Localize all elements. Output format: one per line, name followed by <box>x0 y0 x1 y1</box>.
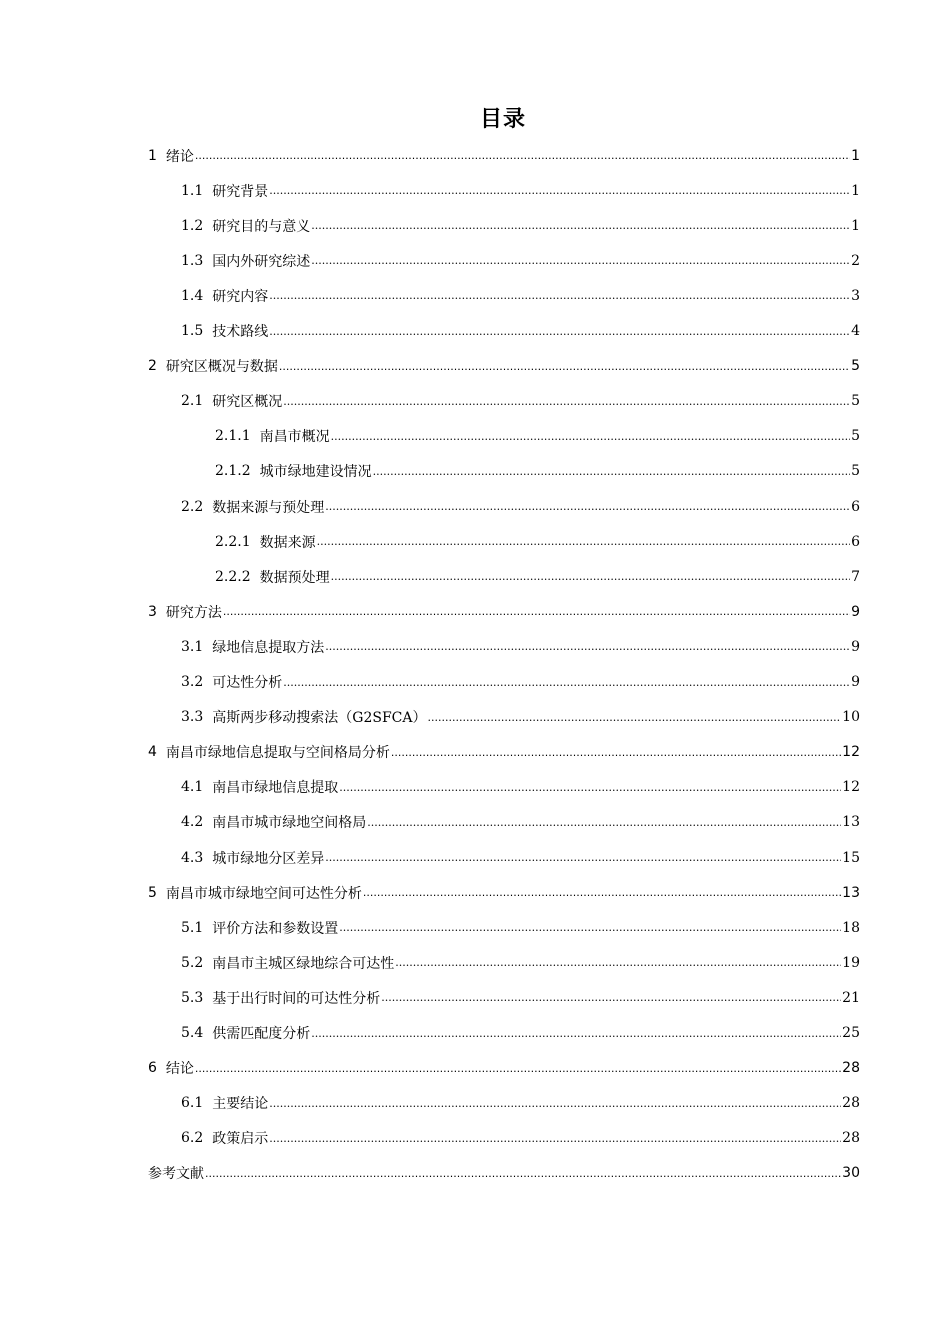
toc-leader-dots <box>269 184 850 197</box>
toc-entry[interactable] <box>181 278 860 313</box>
toc-leader-dots <box>269 325 850 338</box>
toc-entry-label: 研究背景 <box>212 183 269 200</box>
toc-entry-page: 7 <box>851 568 860 585</box>
toc-entry-label: 技术路线 <box>212 324 269 340</box>
toc-entry-label: 研究目的与意义 <box>212 218 311 235</box>
toc-entry[interactable] <box>148 594 860 629</box>
toc-entry-label: 国内外研究综述 <box>212 253 311 270</box>
toc-entry-label: 南昌市绿地信息提取与空间格局分析 <box>165 745 390 762</box>
toc-leader-dots <box>205 1167 841 1180</box>
toc-entry-number: 6.2 <box>181 1130 204 1147</box>
toc-entry-page: 13 <box>842 814 860 831</box>
toc-entry-number: 2.2.2 <box>215 568 251 585</box>
toc-entry-page: 9 <box>851 638 860 655</box>
toc-leader-dots <box>311 254 850 267</box>
toc-entry-page: 28 <box>842 1095 860 1112</box>
toc-leader-dots <box>363 886 841 899</box>
toc-entry[interactable] <box>148 138 860 173</box>
toc-entry[interactable] <box>181 173 860 208</box>
toc-entry[interactable] <box>181 629 860 664</box>
toc-entry[interactable] <box>181 1121 860 1156</box>
toc-entry-page: 18 <box>842 919 860 936</box>
toc-entry-label: 基于出行时间的可达性分析 <box>212 990 381 1007</box>
toc-entry[interactable] <box>181 1086 860 1121</box>
toc-entry-number: 4.2 <box>181 814 204 831</box>
toc-entry-page: 25 <box>842 1025 860 1041</box>
toc-entry-label: 研究区概况 <box>212 394 283 411</box>
toc-entry-page: 6 <box>851 533 860 550</box>
toc-entry-label: 绪论 <box>165 148 194 165</box>
toc-entry-number: 4.3 <box>181 849 204 866</box>
toc-entry-label: 城市绿地分区差异 <box>212 850 325 867</box>
toc-entry-number: 1.5 <box>181 323 204 339</box>
toc-entry[interactable] <box>215 419 860 454</box>
toc-entry-label: 高斯两步移动搜索法（G2SFCA） <box>212 710 427 727</box>
toc-entry-page: 21 <box>842 989 860 1006</box>
toc-leader-dots <box>395 956 841 969</box>
toc-entry-page: 3 <box>851 287 860 304</box>
toc-entry[interactable] <box>181 665 860 700</box>
toc-leader-dots <box>391 746 841 759</box>
toc-entry-page: 9 <box>851 674 860 690</box>
toc-leader-dots <box>331 570 850 583</box>
toc-entry-number: 2.2 <box>181 498 204 515</box>
toc-entry-number: 3 <box>148 603 157 620</box>
toc-entry-number: 5.3 <box>181 989 204 1006</box>
toc-leader-dots <box>279 360 850 373</box>
toc-entry-label: 数据来源与预处理 <box>212 499 325 516</box>
toc-entry[interactable] <box>181 208 860 243</box>
toc-entry-page: 6 <box>851 498 860 515</box>
toc-entry-label: 南昌市绿地信息提取 <box>212 780 339 797</box>
toc-leader-dots <box>283 395 850 408</box>
toc-leader-dots <box>331 430 850 443</box>
toc-entry-label: 政策启示 <box>212 1131 269 1148</box>
toc-entry[interactable] <box>181 910 860 945</box>
toc-entry-number: 4.1 <box>181 779 204 796</box>
toc-title: 目录 <box>479 107 526 132</box>
toc-entry-page: 4 <box>851 323 860 339</box>
toc-entry[interactable] <box>181 805 860 840</box>
toc-leader-dots <box>311 1027 841 1040</box>
toc-leader-dots <box>195 1062 841 1075</box>
toc-entry-page: 1 <box>851 147 860 164</box>
toc-entry-page: 30 <box>842 1165 860 1182</box>
toc-entry-label: 南昌市概况 <box>259 429 330 446</box>
toc-entry-number: 5.4 <box>181 1025 204 1041</box>
toc-leader-dots <box>325 500 850 513</box>
toc-entry-label: 主要结论 <box>212 1096 269 1113</box>
toc-entry[interactable] <box>148 875 860 910</box>
toc-entry-number: 3.2 <box>181 674 204 690</box>
toc-entry-page: 12 <box>842 779 860 796</box>
toc-entry-page: 15 <box>842 849 860 866</box>
toc-entry-label: 南昌市城市绿地空间可达性分析 <box>165 885 362 902</box>
toc-entry[interactable] <box>181 384 860 419</box>
toc-leader-dots <box>269 289 850 302</box>
toc-leader-dots <box>317 535 850 548</box>
toc-entry-page: 2 <box>851 252 860 269</box>
toc-entry-label: 南昌市主城区绿地综合可达性 <box>212 955 395 972</box>
toc-entry[interactable] <box>181 840 860 875</box>
toc-leader-dots <box>367 816 841 829</box>
toc-entry-number: 1.4 <box>181 287 204 304</box>
toc-entry-page: 5 <box>851 393 860 410</box>
toc-entry[interactable] <box>181 980 860 1015</box>
toc-entry-label: 结论 <box>165 1061 194 1078</box>
toc-entry-number: 2.2.1 <box>215 533 251 550</box>
toc-entry-number: 1.2 <box>181 217 204 234</box>
toc-entry[interactable] <box>181 243 860 278</box>
toc-entry-label: 数据来源 <box>259 534 316 551</box>
toc-leader-dots <box>325 851 841 864</box>
toc-entry-page: 1 <box>851 217 860 234</box>
toc-entry-page: 5 <box>851 463 860 480</box>
toc-entry-label: 研究区概况与数据 <box>165 359 278 376</box>
toc-entry-page: 10 <box>842 709 860 726</box>
toc-entry-number: 5.2 <box>181 954 204 971</box>
toc-entry[interactable] <box>181 770 860 805</box>
toc-entry-page: 28 <box>842 1060 860 1077</box>
toc-leader-dots <box>381 991 841 1004</box>
toc-entry-page: 5 <box>851 358 860 375</box>
toc-entry-page: 5 <box>851 428 860 445</box>
toc-entry-page: 13 <box>842 884 860 901</box>
toc-leader-dots <box>269 1132 841 1145</box>
toc-entry[interactable] <box>181 489 860 524</box>
toc-leader-dots <box>339 921 841 934</box>
toc-leader-dots <box>195 149 850 162</box>
toc-leader-dots <box>269 1097 841 1110</box>
toc-entry-number: 1 <box>148 147 157 164</box>
toc-entry-page: 12 <box>842 744 860 761</box>
toc-leader-dots <box>311 219 850 232</box>
toc-entry-number: 5 <box>148 884 157 901</box>
toc-entry-label: 可达性分析 <box>212 675 283 691</box>
toc-entry-number: 2.1 <box>181 393 204 410</box>
toc-entry-number: 2.1.2 <box>215 463 251 480</box>
toc-entry-label: 南昌市城市绿地空间格局 <box>212 815 367 832</box>
toc-entry-label: 研究内容 <box>212 288 269 305</box>
toc-leader-dots <box>339 781 841 794</box>
toc-entry-number: 6.1 <box>181 1095 204 1112</box>
toc-entry[interactable] <box>215 454 860 489</box>
toc-entry[interactable] <box>181 1016 860 1051</box>
toc-entry[interactable] <box>148 735 860 770</box>
toc-entry[interactable] <box>181 945 860 980</box>
toc-entry-number: 4 <box>148 744 157 761</box>
toc-entry-label: 参考文献 <box>148 1166 204 1183</box>
toc-entry-page: 19 <box>842 954 860 971</box>
toc-entry-number: 3.1 <box>181 638 204 655</box>
toc-leader-dots <box>325 640 850 653</box>
toc-entry-page: 9 <box>851 603 860 620</box>
toc-entry-label: 城市绿地建设情况 <box>259 464 372 481</box>
toc-entry-label: 研究方法 <box>165 604 222 621</box>
toc-entry-label: 绿地信息提取方法 <box>212 639 325 656</box>
toc-entry-page: 1 <box>851 182 860 199</box>
toc-entry-page: 28 <box>842 1130 860 1147</box>
toc-leader-dots <box>223 605 850 618</box>
toc-entry[interactable] <box>148 349 860 384</box>
toc-entry-number: 2.1.1 <box>215 428 251 445</box>
toc-entry[interactable] <box>215 524 860 559</box>
toc-entry[interactable] <box>148 1051 860 1086</box>
toc-entry[interactable] <box>181 314 860 349</box>
toc-leader-dots <box>427 711 841 724</box>
toc-entry[interactable] <box>148 1156 860 1191</box>
toc-entry-label: 供需匹配度分析 <box>212 1026 311 1042</box>
toc-entry-label: 评价方法和参数设置 <box>212 920 339 937</box>
toc-entry-number: 1.3 <box>181 252 204 269</box>
toc-leader-dots <box>373 465 850 478</box>
toc-entry-number: 2 <box>148 358 157 375</box>
toc-entry-number: 1.1 <box>181 182 204 199</box>
toc-entry[interactable] <box>181 700 860 735</box>
toc-entry-label: 数据预处理 <box>259 569 330 586</box>
toc-entry-number: 6 <box>148 1060 157 1077</box>
toc-entry-number: 3.3 <box>181 709 204 726</box>
toc-leader-dots <box>283 676 850 689</box>
toc-entry[interactable] <box>215 559 860 594</box>
toc-entry-number: 5.1 <box>181 919 204 936</box>
